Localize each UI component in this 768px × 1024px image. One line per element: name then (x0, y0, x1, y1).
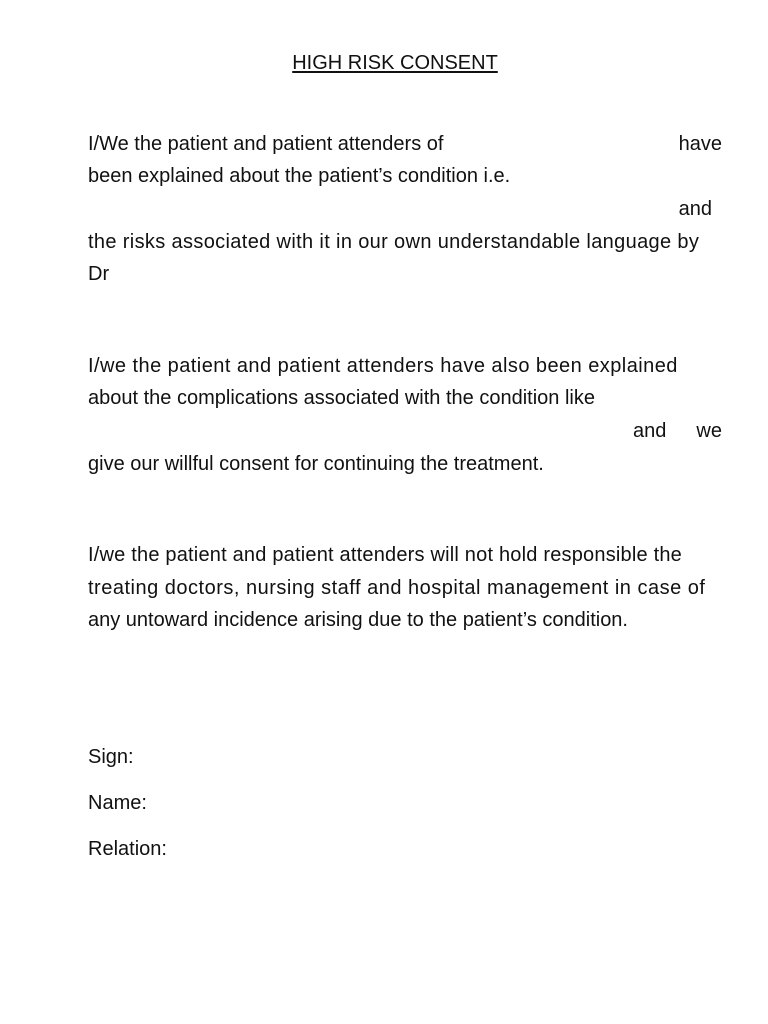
relation-label: Relation: (88, 838, 167, 860)
paragraph-2-line-2: about the complications associated with the condition like (88, 387, 595, 409)
paragraph-1-line-1 (88, 131, 722, 157)
paragraph-2-line-3-we: we (696, 420, 722, 442)
paragraph-1-line-1-end: have (678, 133, 722, 155)
paragraph-1-line-3: and (678, 198, 712, 220)
paragraph-3-line-2: treating doctors, nursing staff and hospital management in case of (88, 577, 706, 599)
paragraph-1-line-1-start: I/We the patient and patient attenders of (88, 133, 444, 155)
name-label: Name: (88, 792, 147, 814)
paragraph-3-line-3: any untoward incidence arising due to the patient’s condition. (88, 609, 628, 631)
sign-label: Sign: (88, 746, 134, 768)
document-title: HIGH RISK CONSENT (292, 52, 498, 74)
paragraph-3-line-1: I/we the patient and patient attenders will not hold responsible the (88, 544, 682, 566)
paragraph-2-line-4: give our willful consent for continuing the treatment. (88, 453, 544, 475)
paragraph-2-line-3 (88, 418, 722, 444)
paragraph-2-line-3-and: and (633, 420, 667, 442)
paragraph-1-line-2: been explained about the patient’s condition i.e. (88, 165, 511, 187)
paragraph-1-line-4: the risks associated with it in our own understandable language by (88, 231, 700, 253)
paragraph-2-line-1: I/we the patient and patient attenders have also been explained (88, 355, 678, 377)
paragraph-1-line-5: Dr (88, 263, 110, 285)
